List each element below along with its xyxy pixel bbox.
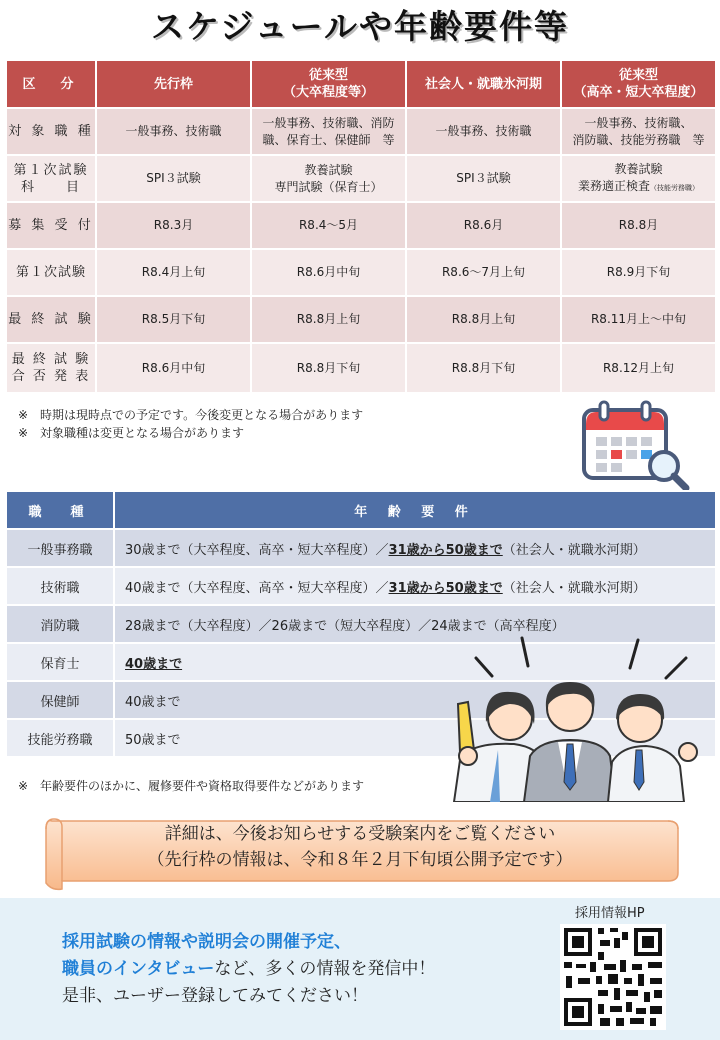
table-cell bbox=[561, 155, 716, 202]
table-cell: R8.8月上旬 bbox=[406, 296, 561, 343]
table-cell: R8.5月下旬 bbox=[96, 296, 251, 343]
age-header-row bbox=[6, 491, 716, 529]
job-name: 技術職 bbox=[6, 567, 114, 605]
calendar-search-icon bbox=[578, 400, 693, 492]
qr-code[interactable] bbox=[560, 924, 666, 1030]
schedule-header: 社会人・就職氷河期 bbox=[406, 60, 561, 108]
req-text: （社会人・就職氷河期） bbox=[502, 542, 646, 558]
table-cell: 一般事務、技術職、消防 職、保育士、保健師 等 bbox=[251, 108, 406, 155]
age-header: 年 齢 要 件 bbox=[114, 491, 716, 529]
req-emphasis: 31歳から50歳まで bbox=[388, 542, 503, 558]
age-requirement: 28歳まで（大卒程度）／26歳まで（短大卒程度）／24歳まで（高卒程度） bbox=[114, 605, 716, 643]
table-cell: R8.6〜7月上旬 bbox=[406, 249, 561, 296]
req-text: 30歳まで（大卒程度、高卒・短大卒程度）／ bbox=[125, 542, 389, 558]
row-label: 第１次試験 科 目 bbox=[6, 155, 96, 202]
table-cell: 一般事務、技術職、 消防職、技能労務職 等 bbox=[561, 108, 716, 155]
cheering-staff-illustration bbox=[440, 632, 710, 802]
row-label: 最 終 試 験 bbox=[6, 296, 96, 343]
table-row bbox=[6, 202, 716, 249]
table-cell: R8.6月中旬 bbox=[96, 343, 251, 393]
hp-label: 採用情報HP bbox=[575, 906, 645, 921]
req-emphasis: 31歳から50歳まで bbox=[388, 580, 503, 596]
table-cell: R8.8月下旬 bbox=[406, 343, 561, 393]
page-title: スケジュールや年齢要件等 bbox=[150, 7, 570, 46]
table-cell: R8.8月 bbox=[561, 202, 716, 249]
table-row bbox=[6, 567, 716, 605]
age-requirement: 50歳まで bbox=[114, 719, 716, 757]
table-row bbox=[6, 249, 716, 296]
age-header: 職 種 bbox=[6, 491, 114, 529]
job-name: 一般事務職 bbox=[6, 529, 114, 567]
promo-line-2-rest: など、多くの情報を発信中！ bbox=[214, 959, 436, 979]
promo-text bbox=[62, 929, 435, 1010]
banner-line-1: 詳細は、今後お知らせする受験案内をご覧ください bbox=[164, 824, 556, 844]
banner-text bbox=[60, 821, 660, 873]
schedule-header: 従来型 （大卒程度等） bbox=[251, 60, 406, 108]
age-requirement bbox=[114, 529, 716, 567]
note-line: ※ 時期は現時点での予定です。今後変更となる場合があります bbox=[18, 408, 364, 422]
table-cell: 一般事務、技術職 bbox=[96, 108, 251, 155]
row-label: 募 集 受 付 bbox=[6, 202, 96, 249]
table-cell: R8.12月上旬 bbox=[561, 343, 716, 393]
table-row bbox=[6, 529, 716, 567]
schedule-notes bbox=[18, 406, 363, 442]
table-cell: R8.11月上〜中旬 bbox=[561, 296, 716, 343]
table-cell: R8.9月下旬 bbox=[561, 249, 716, 296]
promo-line-2 bbox=[62, 956, 435, 983]
age-requirement: 40歳まで bbox=[114, 681, 716, 719]
age-note: ※ 年齢要件のほかに、履修要件や資格取得要件などがあります bbox=[18, 779, 365, 793]
cell-note: （技能労務職） bbox=[650, 183, 699, 192]
schedule-header: 先行枠 bbox=[96, 60, 251, 108]
req-text: 40歳まで（大卒程度、高卒・短大卒程度）／ bbox=[125, 580, 389, 596]
promo-line-3: 是非、ユーザー登録してみてください！ bbox=[62, 986, 368, 1006]
table-row bbox=[6, 296, 716, 343]
job-name: 保健師 bbox=[6, 681, 114, 719]
job-name: 消防職 bbox=[6, 605, 114, 643]
table-row bbox=[6, 343, 716, 393]
banner-line-2: （先行枠の情報は、令和８年２月下旬頃公開予定です） bbox=[147, 850, 573, 870]
table-cell: R8.6月 bbox=[406, 202, 561, 249]
table-row bbox=[6, 155, 716, 202]
note-line: ※ 対象職種は変更となる場合があります bbox=[18, 426, 245, 440]
table-cell: R8.8月下旬 bbox=[251, 343, 406, 393]
schedule-header: 区 分 bbox=[6, 60, 96, 108]
req-text: （社会人・就職氷河期） bbox=[502, 580, 646, 596]
table-cell: R8.3月 bbox=[96, 202, 251, 249]
table-row bbox=[6, 108, 716, 155]
promo-highlight: 職員のインタビュー bbox=[62, 959, 215, 979]
promo-line-1: 採用試験の情報や説明会の開催予定、 bbox=[62, 932, 351, 952]
table-cell: 一般事務、技術職 bbox=[406, 108, 561, 155]
req-emphasis: 40歳まで bbox=[125, 656, 183, 672]
schedule-header-row bbox=[6, 60, 716, 108]
job-name: 保育士 bbox=[6, 643, 114, 681]
table-cell: R8.4月上旬 bbox=[96, 249, 251, 296]
age-requirement bbox=[114, 567, 716, 605]
table-cell: R8.8月上旬 bbox=[251, 296, 406, 343]
table-cell: 教養試験 専門試験（保育士） bbox=[251, 155, 406, 202]
table-cell: SPI３試験 bbox=[406, 155, 561, 202]
table-cell: R8.4〜5月 bbox=[251, 202, 406, 249]
row-label: 最 終 試 験 合 否 発 表 bbox=[6, 343, 96, 393]
row-label: 第１次試験 bbox=[6, 249, 96, 296]
table-cell: R8.6月中旬 bbox=[251, 249, 406, 296]
row-label: 対 象 職 種 bbox=[6, 108, 96, 155]
table-cell: SPI３試験 bbox=[96, 155, 251, 202]
schedule-table bbox=[5, 59, 717, 394]
cell-text: 教養試験 業務適正検査 bbox=[577, 161, 663, 193]
schedule-header: 従来型 （高卒・短大卒程度） bbox=[561, 60, 716, 108]
job-name: 技能労務職 bbox=[6, 719, 114, 757]
